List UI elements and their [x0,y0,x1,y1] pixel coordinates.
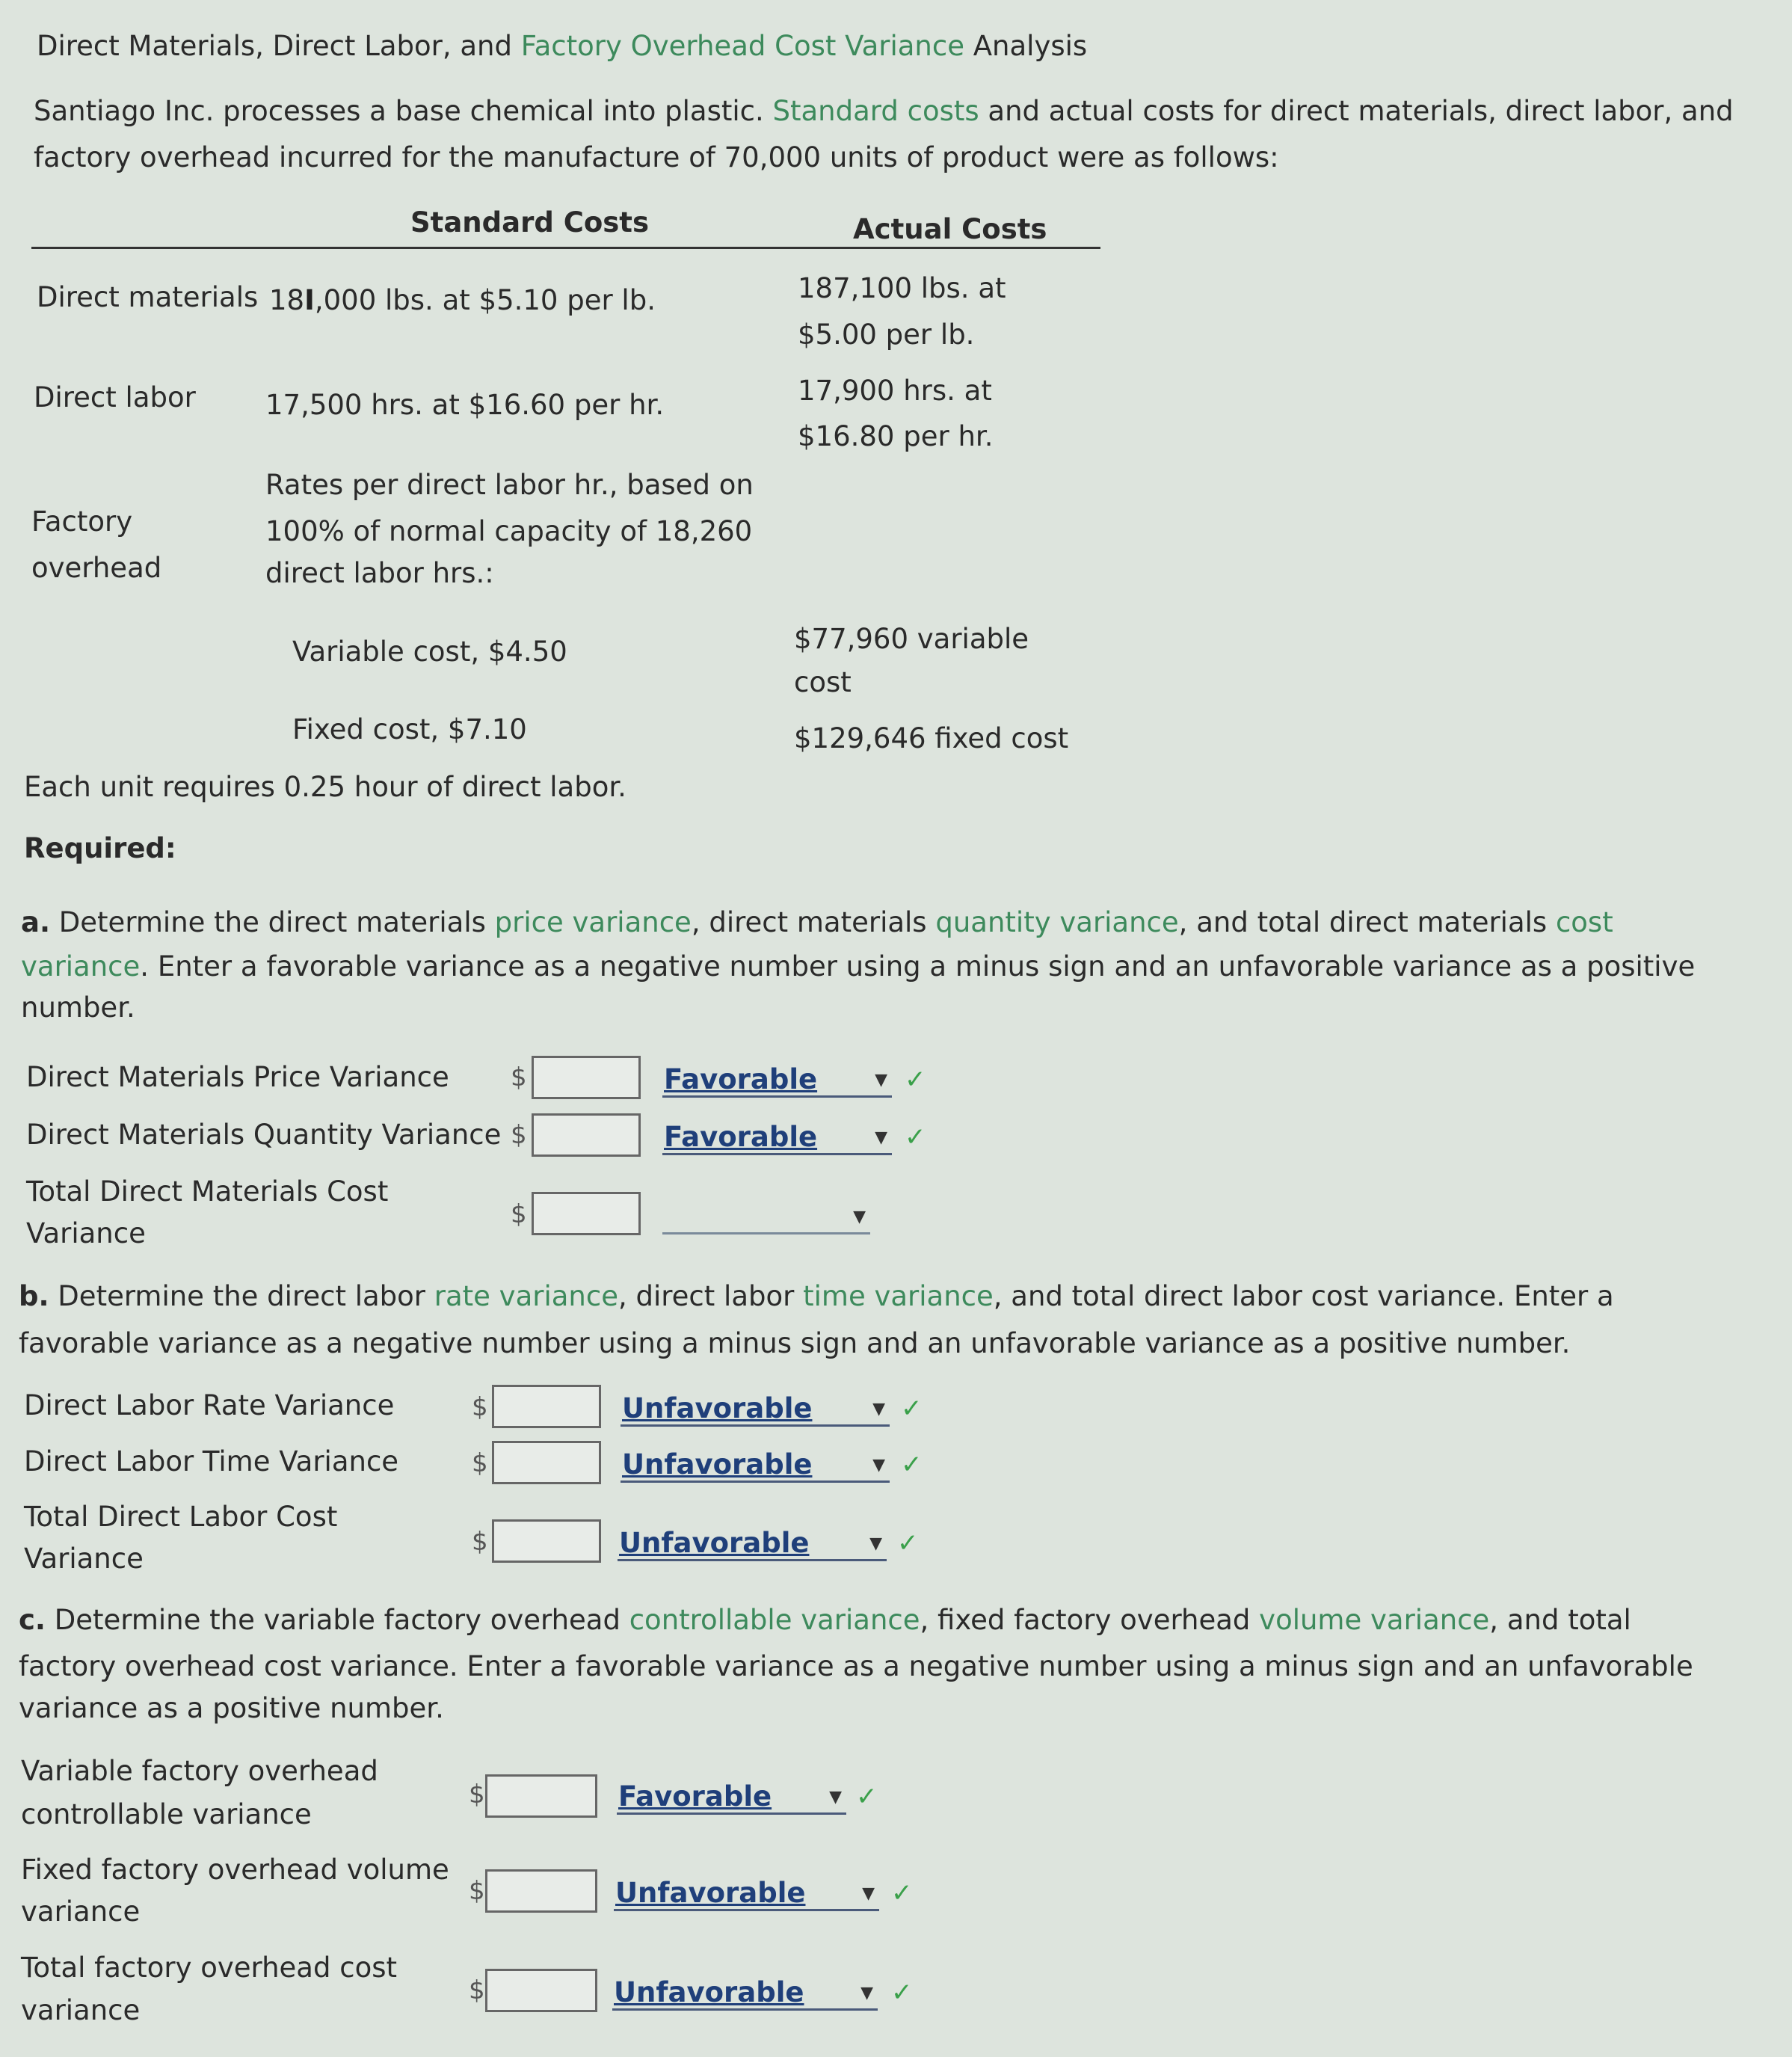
text: , direct materials [691,906,936,938]
vfo-controllable-label-1: Variable factory overhead [21,1755,378,1787]
price-variance-link[interactable]: price variance [494,906,692,938]
dropdown-arrow-icon: ▼ [875,1071,887,1089]
dl-rate-variance-select[interactable] [621,1392,890,1427]
dropdown-arrow-icon: ▼ [875,1128,887,1147]
intro-text: and actual costs for direct materials, direct labor, and [979,95,1734,127]
dl-time-variance-input[interactable] [492,1441,601,1484]
controllable-variance-link[interactable]: controllable variance [629,1604,920,1636]
dm-price-variance-label: Direct Materials Price Variance [26,1061,449,1093]
part-c-line-2: factory overhead cost variance. Enter a favorable variance as a negative number using a minus sign and an unfavorable [19,1650,1693,1682]
time-variance-link[interactable]: time variance [803,1280,994,1312]
dm-actual-2: $5.00 per lb. [798,319,975,351]
part-c-line-1 [19,1604,1631,1637]
part-b-line-1 [19,1280,1614,1313]
vfo-controllable-select[interactable] [617,1780,846,1815]
dl-standard: 17,500 hrs. at $16.60 per hr. [265,389,665,421]
select-value: Unfavorable [622,1448,813,1481]
text: , and total [1489,1604,1631,1636]
select-value: Unfavorable [615,1877,806,1909]
currency-symbol: $ [472,1392,488,1422]
select-value: Favorable [618,1780,772,1812]
dl-actual-2: $16.80 per hr. [798,420,994,452]
intro-line-2: factory overhead incurred for the manufacture of 70,000 units of product were as follows: [34,141,1279,173]
total-dl-variance-input[interactable] [492,1519,601,1563]
dm-quantity-variance-select[interactable] [662,1121,892,1155]
fo-label-1: Factory [31,505,133,538]
fo-rates-1: Rates per direct labor hr., based on [265,469,754,501]
total-fo-variance-select[interactable] [612,1976,878,2011]
fo-rates-2: 100% of normal capacity of 18,260 [265,515,753,547]
dm-standard-text: 18 [269,284,305,316]
currency-symbol: $ [469,1780,485,1810]
dropdown-arrow-icon: ▼ [872,1400,885,1418]
ffo-volume-input[interactable] [485,1869,597,1913]
standard-costs-link[interactable]: Standard costs [772,95,979,127]
dm-standard-text: ,000 lbs. at $5.10 per lb. [314,284,656,316]
header-divider [31,247,1100,249]
currency-symbol: $ [511,1199,527,1229]
ffo-volume-label-2: variance [21,1895,141,1928]
dropdown-arrow-icon: ▼ [860,1984,873,2002]
header-standard-costs: Standard Costs [410,206,650,239]
check-icon: ✓ [891,1878,913,1908]
title-text: Analysis [964,30,1088,62]
total-dm-variance-label-1: Total Direct Materials Cost [26,1175,389,1208]
required-heading: Required: [24,832,176,864]
check-icon: ✓ [905,1065,926,1095]
title-text: Direct Materials, Direct Labor, and [37,30,521,62]
part-label: c. [19,1604,46,1636]
text: , direct labor [618,1280,804,1312]
select-value: Unfavorable [622,1392,813,1424]
intro-line-1 [34,95,1734,128]
dm-quantity-variance-input[interactable] [532,1113,641,1157]
dl-time-variance-label: Direct Labor Time Variance [24,1445,399,1478]
vfo-controllable-label-2: controllable variance [21,1798,312,1830]
dm-label: Direct materials [37,281,259,313]
currency-symbol: $ [472,1527,488,1557]
dl-actual-1: 17,900 hrs. at [798,375,992,407]
fixed-standard: Fixed cost, $7.10 [292,713,527,745]
vfo-controllable-input[interactable] [485,1774,597,1818]
variable-actual-1: $77,960 variable [794,623,1029,655]
volume-variance-link[interactable]: volume variance [1259,1604,1490,1636]
dm-price-variance-input[interactable] [532,1056,641,1099]
text: Determine the direct labor [49,1280,434,1312]
cost-variance-link[interactable]: variance [21,950,141,983]
rate-variance-link[interactable]: rate variance [434,1280,618,1312]
part-a-line-1 [21,906,1613,939]
dm-actual-1: 187,100 lbs. at [798,272,1006,304]
fo-rates-3: direct labor hrs.: [265,557,494,589]
text: Determine the variable factory overhead [46,1604,629,1636]
part-a-line-2 [21,950,1695,983]
dm-price-variance-select[interactable] [662,1063,892,1098]
part-b-line-2: favorable variance as a negative number using a minus sign and an unfavorable variance as a positive number. [19,1327,1571,1359]
variable-standard: Variable cost, $4.50 [292,636,567,668]
text: , and total direct materials [1178,906,1556,938]
dropdown-arrow-icon: ▼ [829,1788,842,1807]
page-title [37,30,1087,63]
cost-variance-link[interactable]: cost [1555,906,1613,938]
total-dm-variance-input[interactable] [532,1192,641,1235]
dl-rate-variance-input[interactable] [492,1385,601,1428]
currency-symbol: $ [511,1063,527,1092]
currency-symbol: $ [469,1876,485,1906]
ffo-volume-select[interactable] [614,1877,879,1911]
check-icon: ✓ [905,1122,926,1152]
total-dm-variance-select[interactable] [662,1200,870,1234]
check-icon: ✓ [891,1978,913,2008]
currency-symbol: $ [511,1120,527,1150]
select-value: Unfavorable [619,1527,810,1559]
text: , fixed factory overhead [920,1604,1260,1636]
currency-symbol: $ [472,1448,488,1478]
dl-time-variance-select[interactable] [621,1448,890,1483]
text: , and total direct labor cost variance. Enter a [993,1280,1614,1312]
check-icon: ✓ [897,1528,919,1558]
part-label: a. [21,906,51,938]
check-icon: ✓ [856,1782,878,1812]
total-fo-variance-label-2: variance [21,1994,141,2026]
total-dl-variance-select[interactable] [618,1527,887,1561]
text-cursor-icon: I [304,284,315,316]
text: Determine the direct materials [50,906,495,938]
each-unit-note: Each unit requires 0.25 hour of direct labor. [24,771,626,803]
title-link[interactable]: Factory Overhead Cost Variance [520,30,964,62]
dropdown-arrow-icon: ▼ [869,1534,882,1553]
ffo-volume-label-1: Fixed factory overhead volume [21,1854,449,1886]
dropdown-arrow-icon: ▼ [853,1208,866,1226]
dm-quantity-variance-label: Direct Materials Quantity Variance [26,1119,502,1151]
dropdown-arrow-icon: ▼ [862,1884,875,1903]
header-actual-costs: Actual Costs [853,213,1047,245]
dropdown-arrow-icon: ▼ [872,1456,885,1475]
total-fo-variance-input[interactable] [485,1969,597,2012]
part-c-line-3: variance as a positive number. [19,1692,444,1724]
part-a-line-3: number. [21,991,135,1024]
select-value: Favorable [664,1121,818,1153]
quantity-variance-link[interactable]: quantity variance [935,906,1179,938]
total-fo-variance-label-1: Total factory overhead cost [21,1952,397,1984]
dl-rate-variance-label: Direct Labor Rate Variance [24,1389,395,1421]
total-dl-variance-label-2: Variance [24,1543,144,1575]
variable-actual-2: cost [794,666,852,698]
check-icon: ✓ [901,1394,923,1424]
select-value: Unfavorable [614,1976,804,2008]
intro-text: Santiago Inc. processes a base chemical into plastic. [34,95,773,127]
currency-symbol: $ [469,1975,485,2005]
check-icon: ✓ [901,1450,923,1480]
select-value: Favorable [664,1063,818,1095]
dm-standard [269,284,656,317]
dl-label: Direct labor [34,381,196,413]
total-dm-variance-label-2: Variance [26,1217,146,1249]
fo-label-2: overhead [31,552,162,584]
text: . Enter a favorable variance as a negative number using a minus sign and an unfavorable variance as a positive [140,950,1696,983]
fixed-actual: $129,646 fixed cost [794,722,1069,754]
part-label: b. [19,1280,49,1312]
total-dl-variance-label-1: Total Direct Labor Cost [24,1501,338,1533]
